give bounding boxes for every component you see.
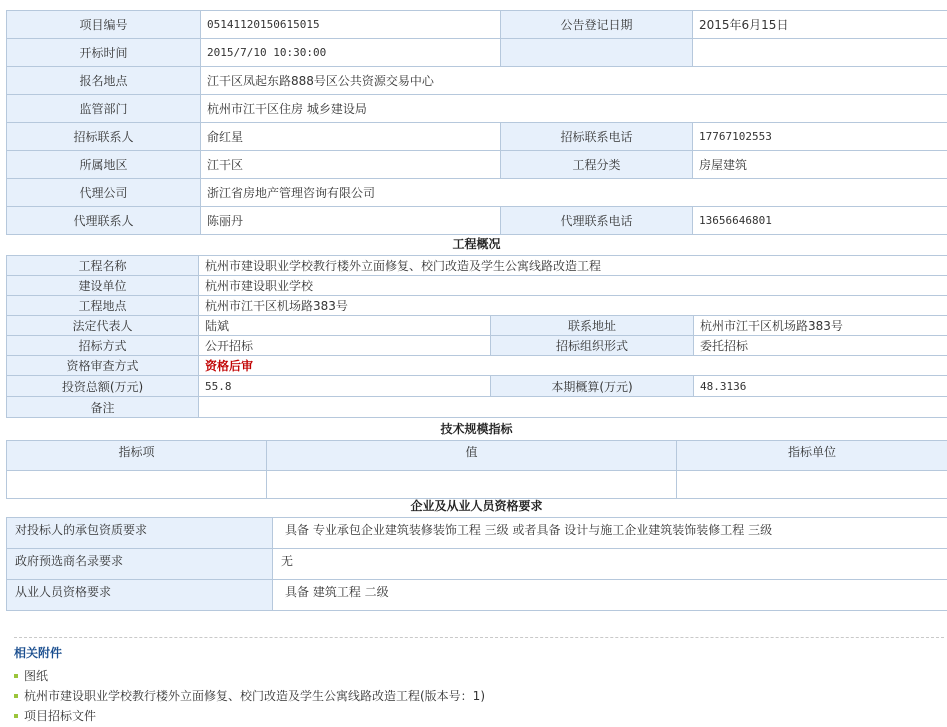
agency-value: 浙江省房地产管理咨询有限公司 — [201, 179, 947, 207]
review-method-label: 资格审查方式 — [7, 356, 199, 376]
region-value: 江干区 — [201, 151, 501, 179]
org-form-label: 招标组织形式 — [491, 336, 694, 356]
empty-label-cell — [501, 39, 693, 67]
contact-label: 招标联系人 — [7, 123, 201, 151]
agent-contact-label: 代理联系人 — [7, 207, 201, 235]
table-row — [7, 95, 947, 123]
tech-table — [6, 440, 947, 499]
budget-label: 本期概算(万元) — [491, 376, 694, 397]
remark-label: 备注 — [7, 397, 199, 418]
contact-phone-value: 17767102553 — [693, 123, 947, 151]
investment-label: 投资总额(万元) — [7, 376, 199, 397]
notice-date-value: 2015年6月15日 — [693, 11, 947, 39]
project-info-table — [6, 10, 947, 235]
agent-contact-value: 陈丽丹 — [201, 207, 501, 235]
table-row — [7, 580, 947, 611]
investment-value: 55.8 — [199, 376, 491, 397]
contact-address-value: 杭州市江干区机场路383号 — [694, 316, 947, 336]
table-row — [7, 123, 947, 151]
site-value: 杭州市江干区机场路383号 — [199, 296, 947, 316]
table-row — [7, 336, 947, 356]
qualification-value: 具备 专业承包企业建筑装修装饰工程 三级 或者具备 设计与施工企业建筑装饰装修工程 三级 — [273, 518, 947, 549]
builder-label: 建设单位 — [7, 276, 199, 296]
site-label: 工程地点 — [7, 296, 199, 316]
bullet-icon — [14, 694, 18, 698]
table-row — [7, 207, 947, 235]
overview-section-title: 工程概况 — [6, 234, 947, 254]
bullet-icon — [14, 714, 18, 718]
tech-section-title: 技术规模指标 — [6, 419, 947, 439]
signup-place-value: 江干区凤起东路888号区公共资源交易中心 — [201, 67, 947, 95]
table-row — [7, 276, 947, 296]
notice-date-label: 公告登记日期 — [501, 11, 693, 39]
contact-value: 俞红星 — [201, 123, 501, 151]
attachment-link[interactable] — [14, 707, 934, 727]
attachment-label: 项目招标文件 — [24, 709, 96, 723]
table-row — [7, 316, 947, 336]
divider — [14, 637, 944, 638]
category-value: 房屋建筑 — [693, 151, 947, 179]
tender-method-label: 招标方式 — [7, 336, 199, 356]
qualification-section-title: 企业及从业人员资格要求 — [6, 496, 947, 516]
table-row — [7, 518, 947, 549]
project-name-value: 杭州市建设职业学校教行楼外立面修复、校门改造及学生公寓线路改造工程 — [199, 256, 947, 276]
tender-method-value: 公开招标 — [199, 336, 491, 356]
table-row — [7, 179, 947, 207]
attachment-label: 图纸 — [24, 669, 48, 683]
col-unit-header: 指标单位 — [677, 441, 947, 471]
qualification-value: 具备 建筑工程 二级 — [273, 580, 947, 611]
supervisor-label: 监管部门 — [7, 95, 201, 123]
table-row — [7, 376, 947, 397]
table-row — [7, 397, 947, 418]
agent-phone-value: 13656646801 — [693, 207, 947, 235]
project-name-label: 工程名称 — [7, 256, 199, 276]
table-cell — [267, 471, 677, 499]
remark-value — [199, 397, 947, 418]
attachment-link[interactable] — [14, 687, 934, 707]
qualification-label: 政府预选商名录要求 — [7, 549, 273, 580]
table-header-row — [7, 441, 947, 471]
attachments-title: 相关附件 — [14, 644, 62, 661]
table-row — [7, 11, 947, 39]
empty-value-cell — [693, 39, 947, 67]
project-no-label: 项目编号 — [7, 11, 201, 39]
table-row — [7, 151, 947, 179]
legal-rep-label: 法定代表人 — [7, 316, 199, 336]
builder-value: 杭州市建设职业学校 — [199, 276, 947, 296]
region-label: 所属地区 — [7, 151, 201, 179]
category-label: 工程分类 — [501, 151, 693, 179]
table-row — [7, 356, 947, 376]
contact-address-label: 联系地址 — [491, 316, 694, 336]
overview-table — [6, 255, 947, 418]
col-value-header: 值 — [267, 441, 677, 471]
qualification-label: 对投标人的承包资质要求 — [7, 518, 273, 549]
agent-phone-label: 代理联系电话 — [501, 207, 693, 235]
table-cell — [7, 471, 267, 499]
legal-rep-value: 陆斌 — [199, 316, 491, 336]
attachment-label: 杭州市建设职业学校教行楼外立面修复、校门改造及学生公寓线路改造工程(版本号：1) — [24, 689, 485, 703]
table-row — [7, 67, 947, 95]
budget-value: 48.3136 — [694, 376, 947, 397]
qualification-table — [6, 517, 947, 611]
col-item-header: 指标项 — [7, 441, 267, 471]
open-time-value: 2015/7/10 10:30:00 — [201, 39, 501, 67]
review-method-value: 资格后审 — [199, 356, 947, 376]
org-form-value: 委托招标 — [694, 336, 947, 356]
table-row — [7, 296, 947, 316]
table-row — [7, 471, 947, 499]
qualification-label: 从业人员资格要求 — [7, 580, 273, 611]
attachments-list — [14, 667, 934, 727]
qualification-value: 无 — [273, 549, 947, 580]
attachment-link[interactable] — [14, 667, 934, 687]
table-row — [7, 549, 947, 580]
contact-phone-label: 招标联系电话 — [501, 123, 693, 151]
table-row — [7, 256, 947, 276]
agency-label: 代理公司 — [7, 179, 201, 207]
bullet-icon — [14, 674, 18, 678]
supervisor-value: 杭州市江干区住房 城乡建设局 — [201, 95, 947, 123]
table-row — [7, 39, 947, 67]
signup-place-label: 报名地点 — [7, 67, 201, 95]
project-no-value: 05141120150615015 — [201, 11, 501, 39]
open-time-label: 开标时间 — [7, 39, 201, 67]
table-cell — [677, 471, 947, 499]
